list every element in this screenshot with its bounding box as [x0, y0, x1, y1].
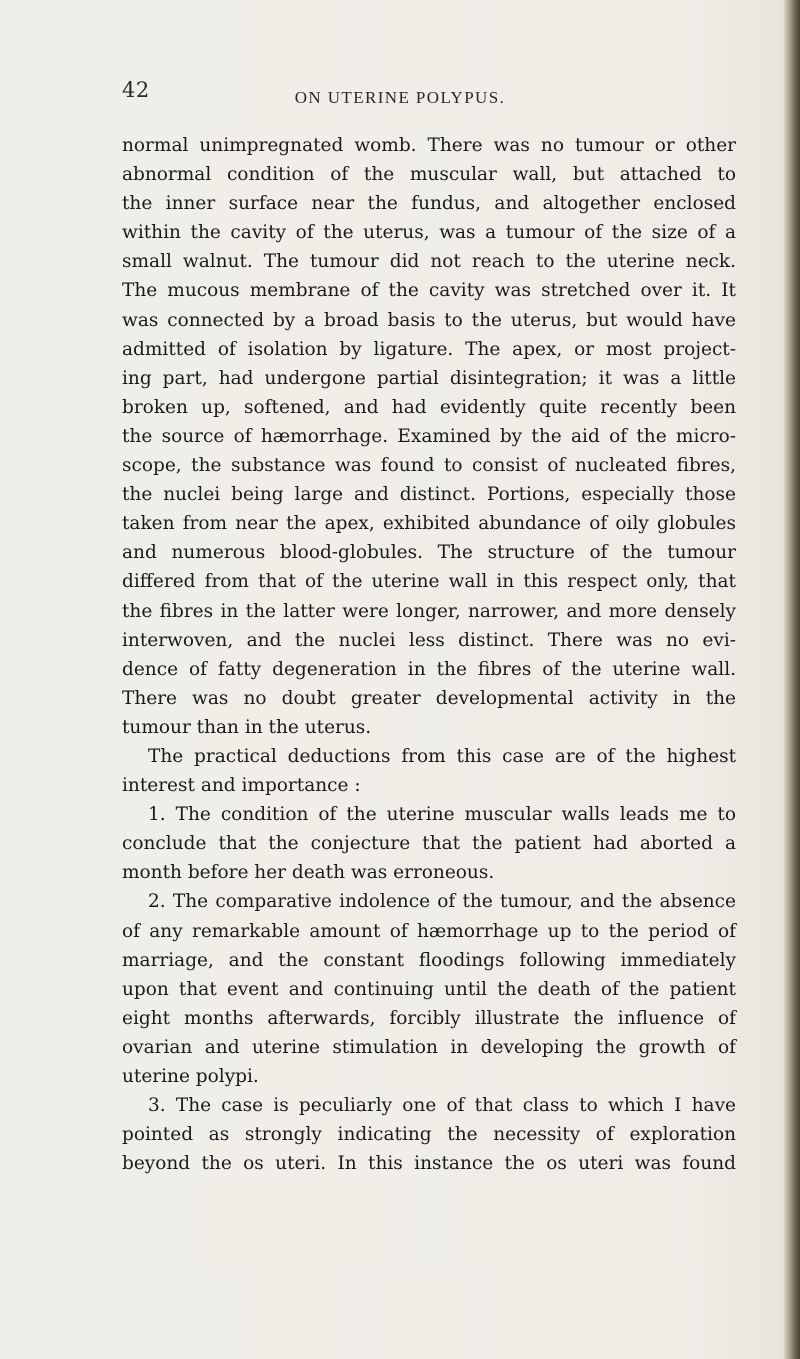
- text-line: interest and importance :: [122, 775, 361, 797]
- text-line: The practical deductions from this case are of the highest: [148, 745, 736, 767]
- text-line: small walnut. The tumour did not reach to the uterine neck.: [122, 251, 736, 273]
- text-line: taken from near the apex, exhibited abundance of oily globules: [122, 513, 736, 535]
- text-line: the nuclei being large and distinct. Portions, especially those: [122, 484, 736, 506]
- text-line: pointed as strongly indicating the necessity of exploration: [122, 1124, 736, 1146]
- text-line: the fibres in the latter were longer, narrower, and more densely: [122, 600, 736, 622]
- text-line: tumour than in the uterus.: [122, 716, 372, 738]
- text-line: marriage, and the constant floodings following immediately: [122, 949, 736, 971]
- text-line: differed from that of the uterine wall in this respect only, that: [122, 571, 736, 593]
- text-line: scope, the substance was found to consist of nucleated fibres,: [122, 455, 736, 477]
- body-text: [122, 131, 736, 1178]
- text-line: of any remarkable amount of hæmorrhage up to the period of: [122, 920, 736, 942]
- text-line: ing part, had undergone partial disintegration; it was a little: [122, 367, 736, 389]
- page-number: 42: [122, 78, 150, 102]
- text-line: eight months afterwards, forcibly illustrate the influence of: [122, 1007, 736, 1029]
- text-line: and numerous blood-globules. The structure of the tumour: [122, 542, 736, 564]
- text-line: abnormal condition of the muscular wall, but attached to: [122, 164, 736, 186]
- text-line: interwoven, and the nuclei less distinct. There was no evi-: [122, 629, 736, 651]
- text-line: month before her death was erroneous.: [122, 862, 495, 884]
- text-line: The mucous membrane of the cavity was stretched over it. It: [122, 280, 736, 302]
- text-line: beyond the os uteri. In this instance the os uteri was found: [122, 1153, 736, 1175]
- text-line: 2. The comparative indolence of the tumour, and the absence: [148, 891, 736, 913]
- text-line: uterine polypi.: [122, 1066, 259, 1087]
- text-line: 1. The condition of the uterine muscular walls leads me to: [148, 804, 736, 826]
- running-head: ON UTERINE POLYPUS.: [294, 88, 506, 107]
- text-line: within the cavity of the uterus, was a tumour of the size of a: [122, 222, 736, 244]
- text-line: the inner surface near the fundus, and altogether enclosed: [122, 193, 736, 215]
- page-edge-shadow: [784, 0, 800, 1359]
- text-line: dence of fatty degeneration in the fibres of the uterine wall.: [122, 658, 736, 680]
- text-line: the source of hæmorrhage. Examined by the aid of the micro-: [122, 425, 736, 447]
- text-line: admitted of isolation by ligature. The apex, or most project-: [122, 338, 736, 360]
- text-line: upon that event and continuing until the death of the patient: [122, 978, 736, 1000]
- text-line: normal unimpregnated womb. There was no tumour or other: [122, 135, 736, 156]
- text-line: There was no doubt greater developmental activity in the: [122, 687, 736, 709]
- text-line: was connected by a broad basis to the uterus, but would have: [122, 309, 736, 331]
- text-line: broken up, softened, and had evidently quite recently been: [122, 396, 736, 418]
- text-line: 3. The case is peculiarly one of that class to which I have: [148, 1095, 736, 1117]
- text-line: ovarian and uterine stimulation in developing the growth of: [122, 1036, 736, 1058]
- text-line: conclude that the conjecture that the patient had aborted a: [122, 833, 736, 855]
